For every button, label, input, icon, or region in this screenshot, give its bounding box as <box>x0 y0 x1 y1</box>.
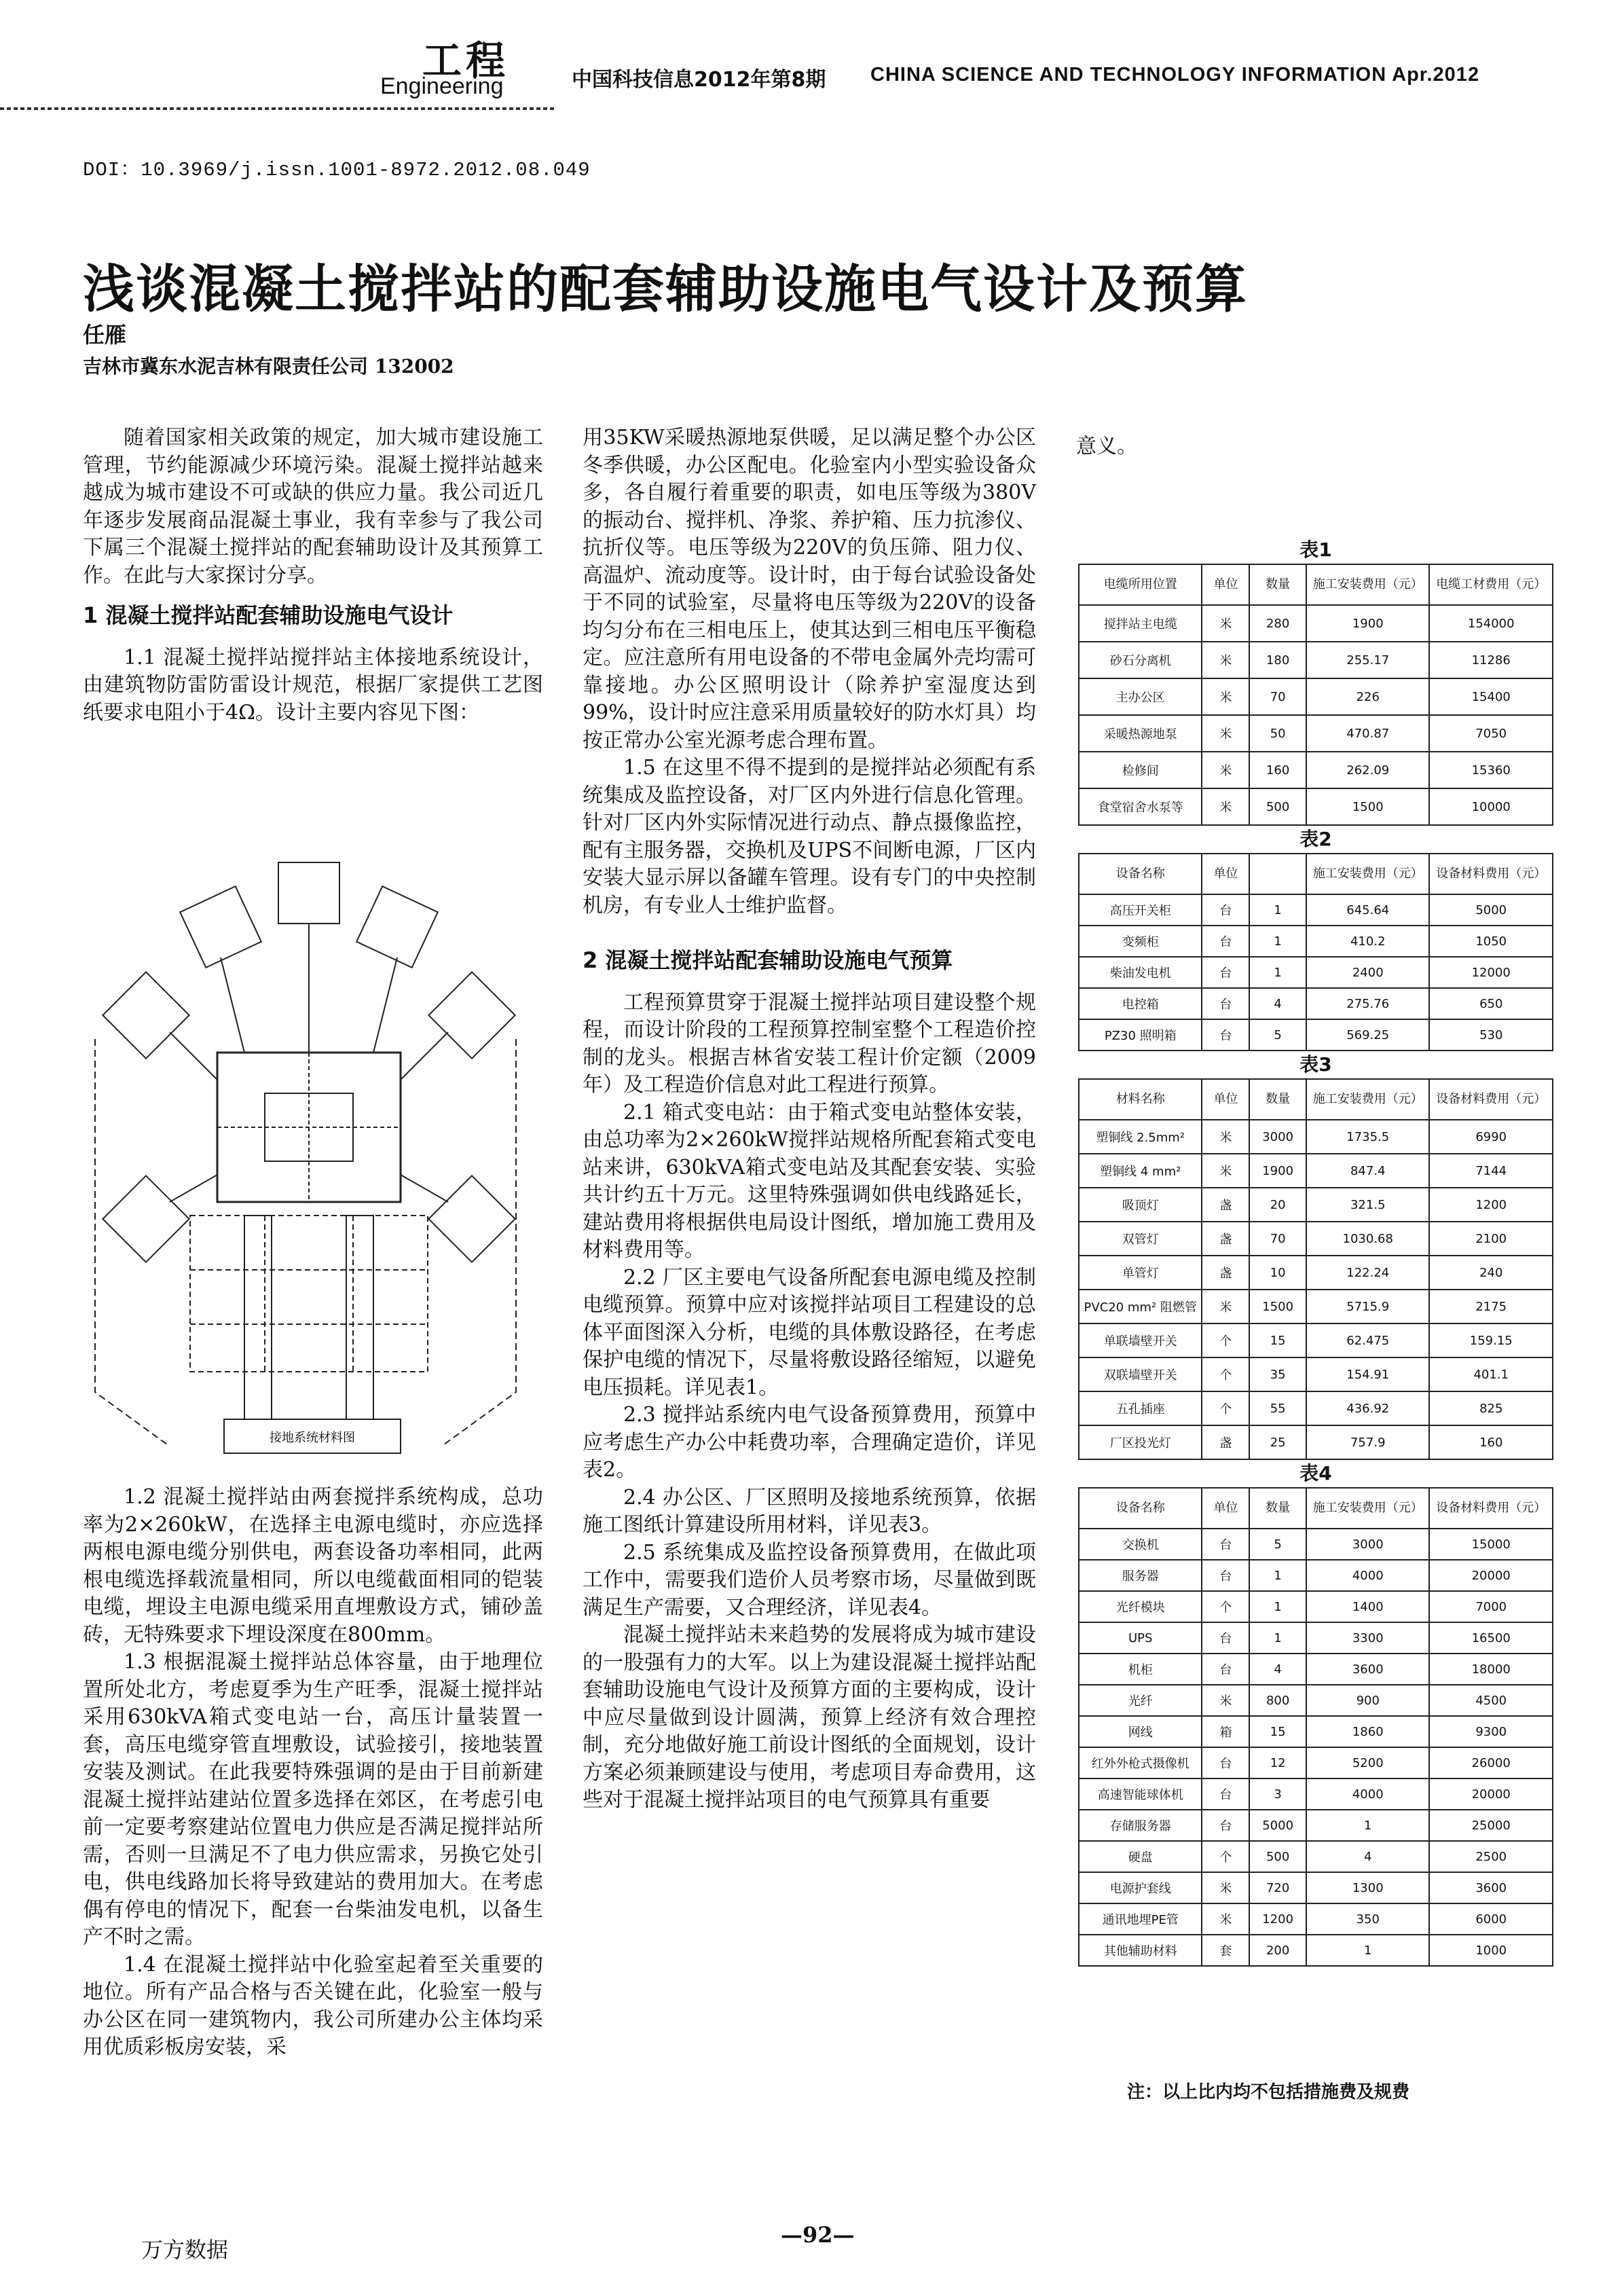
table-row <box>1079 1935 1553 1966</box>
table-cell: 服务器 <box>1079 1560 1202 1591</box>
table-cell: 单管灯 <box>1079 1256 1202 1290</box>
table-row <box>1079 1154 1553 1188</box>
table-cell: 台 <box>1202 894 1249 926</box>
table-cell: 160 <box>1249 752 1306 788</box>
table-cell: 159.15 <box>1429 1324 1553 1357</box>
table-cell: 1 <box>1249 926 1306 957</box>
table-cell: 1860 <box>1306 1716 1429 1747</box>
table-cell: 4000 <box>1306 1778 1429 1810</box>
table-cell: 米 <box>1202 678 1249 715</box>
grounding-diagram-drawing <box>88 835 523 1460</box>
table-header-cell: 施工安装费用（元） <box>1306 854 1429 894</box>
table-cell: 6990 <box>1429 1120 1553 1154</box>
table-row <box>1079 1622 1553 1654</box>
table-cell: 1300 <box>1306 1872 1429 1903</box>
table-cell: 3 <box>1249 1778 1306 1810</box>
table-row <box>1079 988 1553 1019</box>
table-cell: 500 <box>1249 1841 1306 1872</box>
table-row <box>1079 1716 1553 1747</box>
table-header-cell: 施工安装费用（元） <box>1306 1488 1429 1529</box>
table-cell: 米 <box>1202 1154 1249 1188</box>
table-cell: 4500 <box>1429 1685 1553 1716</box>
table-cell: 7144 <box>1429 1154 1553 1188</box>
budget-table <box>1078 853 1553 1051</box>
table-cell: 262.09 <box>1306 752 1429 788</box>
table-row <box>1079 1188 1553 1222</box>
table-cell: 26000 <box>1429 1747 1553 1778</box>
table-cell: 5 <box>1249 1019 1306 1051</box>
paragraph: 2.1 箱式变电站：由于箱式变电站整体安装，由总功率为2×260kW搅拌站规格所配套箱式变电站来讲，630kVA箱式变电站及其配套安装、实验共计约五十万元。这里特殊强调如供电线路延长，建站费用将根据供电局设计图纸，增加施工费用及材料费用等。 <box>583 1100 1036 1262</box>
column-1-bottom <box>83 1484 543 2062</box>
table-cell: 720 <box>1249 1872 1306 1903</box>
table-cell: PZ30 照明箱 <box>1079 1019 1202 1051</box>
paragraph: 1.4 在混凝土搅拌站中化验室起着至关重要的地位。所有产品合格与否关键在此，化验室一般与办公区在同一建筑物内，我公司所建办公主体均采用优质彩板房安装，采 <box>83 1952 543 2059</box>
table-header-cell: 设备材料费用（元） <box>1429 1488 1553 1529</box>
table-row <box>1079 1391 1553 1425</box>
journal-name: 中国科技信息2012年第8期 <box>572 68 826 92</box>
table-cell: 18000 <box>1429 1654 1553 1685</box>
table-cell: 321.5 <box>1306 1188 1429 1222</box>
table-cell: 硬盘 <box>1079 1841 1202 1872</box>
table-header-cell: 数量 <box>1249 1079 1306 1120</box>
table-cell: 3600 <box>1306 1654 1429 1685</box>
table-row <box>1079 605 1553 642</box>
table-row <box>1079 957 1553 988</box>
table-cell: 70 <box>1249 678 1306 715</box>
journal-name-en: CHINA SCIENCE AND TECHNOLOGY INFORMATION Apr.2012 <box>870 64 1480 86</box>
table-row <box>1079 1222 1553 1256</box>
budget-table <box>1078 1078 1553 1460</box>
table-cell: 1030.68 <box>1306 1222 1429 1256</box>
table-cell: 12 <box>1249 1747 1306 1778</box>
table-cell: 通讯地埋PE管 <box>1079 1903 1202 1935</box>
column-3 <box>1076 433 1253 461</box>
table-cell: 米 <box>1202 605 1249 642</box>
table-row <box>1079 678 1553 715</box>
table-cell: 500 <box>1249 788 1306 825</box>
table-cell: 5715.9 <box>1306 1290 1429 1324</box>
table-cell: 25 <box>1249 1425 1306 1459</box>
table-header-cell: 设备材料费用（元） <box>1429 1079 1553 1120</box>
table-header-cell <box>1249 854 1306 894</box>
table-cell: 255.17 <box>1306 642 1429 678</box>
table-cell: 台 <box>1202 1810 1249 1841</box>
table-row <box>1079 1872 1553 1903</box>
table-cell: 台 <box>1202 1747 1249 1778</box>
table-cell: 280 <box>1249 605 1306 642</box>
paragraph: 2.2 厂区主要电气设备所配套电源电缆及控制电缆预算。预算中应对该搅拌站项目工程建设的总体平面图深入分析，电缆的具体敷设路径，在考虑保护电缆的情况下，尽量将敷设路径缩短，以避免电压损耗。详见表1。 <box>583 1265 1036 1400</box>
table-cell: 红外外枪式摄像机 <box>1079 1747 1202 1778</box>
grounding-diagram <box>88 835 523 1460</box>
table-row <box>1079 1256 1553 1290</box>
table-cell: 台 <box>1202 1529 1249 1560</box>
paragraph: 随着国家相关政策的规定，加大城市建设施工管理，节约能源减少环境污染。混凝土搅拌站越来越成为城市建设不可或缺的供应力量。我公司近几年逐步发展商品混凝土事业，我有幸参与了我公司下属三个混凝土搅拌站的配套辅助设计及其预算工作。在此与大家探讨分享。 <box>83 426 543 587</box>
table-cell: 台 <box>1202 957 1249 988</box>
table-row <box>1079 752 1553 788</box>
table-cell: PVC20 mm² 阻燃管 <box>1079 1290 1202 1324</box>
table-cell: 62.475 <box>1306 1324 1429 1357</box>
table-row <box>1079 1810 1553 1841</box>
table-row <box>1079 1747 1553 1778</box>
table-caption: 表4 <box>1299 1462 1332 1484</box>
table-cell: 1 <box>1306 1810 1429 1841</box>
table-caption: 表3 <box>1299 1053 1332 1076</box>
table-cell: 5000 <box>1429 894 1553 926</box>
table-cell: 米 <box>1202 1290 1249 1324</box>
table-cell: 米 <box>1202 642 1249 678</box>
table-cell: 其他辅助材料 <box>1079 1935 1202 1966</box>
table-cell: 4000 <box>1306 1560 1429 1591</box>
table-cell: 2400 <box>1306 957 1429 988</box>
table-cell: 122.24 <box>1306 1256 1429 1290</box>
table-header-cell: 单位 <box>1202 854 1249 894</box>
table-cell: 15000 <box>1429 1529 1553 1560</box>
paragraph: 工程预算贯穿于混凝土搅拌站项目建设整个规程，而设计阶段的工程预算控制室整个工程造价控制的龙头。根据吉林省安装工程计价定额（2009年）及工程造价信息对此工程进行预算。 <box>583 990 1036 1097</box>
table-cell: 盏 <box>1202 1256 1249 1290</box>
table-cell: 3000 <box>1306 1529 1429 1560</box>
table-cell: 个 <box>1202 1841 1249 1872</box>
table-cell: 交换机 <box>1079 1529 1202 1560</box>
table-note: 注：以上比内均不包括措施费及规费 <box>1127 2082 1410 2102</box>
table-cell: 154000 <box>1429 605 1553 642</box>
table-cell: 双联墙壁开关 <box>1079 1357 1202 1391</box>
budget-tables <box>1078 536 1553 1967</box>
table-header-cell: 设备名称 <box>1079 1488 1202 1529</box>
table-cell: 55 <box>1249 1391 1306 1425</box>
table-cell: 台 <box>1202 1654 1249 1685</box>
paragraph: 1.2 混凝土搅拌站由两套搅拌系统构成，总功率为2×260kW，在选择主电源电缆时，亦应选择两根电源电缆分别供电，两套设备功率相同，此两根电缆选择载流量相同，所以电缆截面相同的铠装电缆，埋设主电源电缆采用直埋敷设方式，铺砂盖砖，无特殊要求下埋设深度在800mm。 <box>83 1485 543 1647</box>
table-cell: 五孔插座 <box>1079 1391 1202 1425</box>
table-cell: 1 <box>1249 957 1306 988</box>
table-cell: 柴油发电机 <box>1079 957 1202 988</box>
table-row <box>1079 1019 1553 1051</box>
table-header-cell: 施工安装费用（元） <box>1306 564 1429 605</box>
doi: DOI：10.3969/j.issn.1001-8972.2012.08.049 <box>83 159 591 181</box>
table-row <box>1079 1324 1553 1357</box>
table-cell: 2175 <box>1429 1290 1553 1324</box>
paragraph: 2.4 办公区、厂区照明及接地系统预算，依据施工图纸计算建设所用材料，详见表3。 <box>583 1485 1036 1537</box>
paragraph: 2.3 搅拌站系统内电气设备预算费用，预算中应考虑生产办公中耗费功率，合理确定造价，详见表2。 <box>583 1403 1036 1482</box>
table-header-cell: 单位 <box>1202 1079 1249 1120</box>
table-cell: 检修间 <box>1079 752 1202 788</box>
article-title: 浅谈混凝土搅拌站的配套辅助设施电气设计及预算 <box>83 259 1248 319</box>
table-row <box>1079 1685 1553 1716</box>
table-cell: 530 <box>1429 1019 1553 1051</box>
table-cell: 台 <box>1202 988 1249 1019</box>
table-header-row <box>1079 854 1553 894</box>
budget-table <box>1078 564 1553 826</box>
table-cell: 箱 <box>1202 1716 1249 1747</box>
table-cell: 9300 <box>1429 1716 1553 1747</box>
table-cell: 2500 <box>1429 1841 1553 1872</box>
table-row <box>1079 1654 1553 1685</box>
table-cell: 台 <box>1202 1778 1249 1810</box>
table-cell: 1000 <box>1429 1935 1553 1966</box>
table-row <box>1079 1841 1553 1872</box>
section-subtitle: Engineering <box>380 73 504 99</box>
table-cell: 采暖热源地泵 <box>1079 715 1202 752</box>
table-cell: 光纤模块 <box>1079 1591 1202 1622</box>
table-row <box>1079 642 1553 678</box>
table-cell: 个 <box>1202 1391 1249 1425</box>
table-header-row <box>1079 564 1553 605</box>
table-cell: 1400 <box>1306 1591 1429 1622</box>
table-cell: 单联墙壁开关 <box>1079 1324 1202 1357</box>
table-cell: 1 <box>1249 894 1306 926</box>
table-cell: 3600 <box>1429 1872 1553 1903</box>
table-cell: 757.9 <box>1306 1425 1429 1459</box>
budget-table <box>1078 1487 1553 1967</box>
table-cell: 1050 <box>1429 926 1553 957</box>
table-cell: 154.91 <box>1306 1357 1429 1391</box>
table-cell: 电源护套线 <box>1079 1872 1202 1903</box>
table-cell: 1900 <box>1249 1154 1306 1188</box>
table-cell: 15 <box>1249 1324 1306 1357</box>
table-cell: 200 <box>1249 1935 1306 1966</box>
table-cell: 15360 <box>1429 752 1553 788</box>
table-cell: 高压开关柜 <box>1079 894 1202 926</box>
table-cell: 1 <box>1249 1591 1306 1622</box>
table-cell: 套 <box>1202 1935 1249 1966</box>
table-cell: 800 <box>1249 1685 1306 1716</box>
table-cell: 900 <box>1306 1685 1429 1716</box>
table-cell: 645.64 <box>1306 894 1429 926</box>
table-row <box>1079 1357 1553 1391</box>
table-caption: 表1 <box>1299 539 1332 561</box>
table-cell: 569.25 <box>1306 1019 1429 1051</box>
table-row <box>1079 1560 1553 1591</box>
table-cell: 825 <box>1429 1391 1553 1425</box>
table-cell: 米 <box>1202 788 1249 825</box>
table-header-cell: 数量 <box>1249 1488 1306 1529</box>
table-cell: 个 <box>1202 1357 1249 1391</box>
table-cell: 个 <box>1202 1324 1249 1357</box>
column-2 <box>583 424 1036 1814</box>
table-cell: 1 <box>1306 1935 1429 1966</box>
table-cell: 5000 <box>1249 1810 1306 1841</box>
table-cell: 10000 <box>1429 788 1553 825</box>
table-cell: 4 <box>1249 988 1306 1019</box>
table-row <box>1079 1529 1553 1560</box>
table-cell: 20000 <box>1429 1560 1553 1591</box>
table-cell: 20 <box>1249 1188 1306 1222</box>
table-cell: 180 <box>1249 642 1306 678</box>
table-cell: 盏 <box>1202 1188 1249 1222</box>
table-cell: UPS <box>1079 1622 1202 1654</box>
table-row <box>1079 715 1553 752</box>
paragraph: 1.3 根据混凝土搅拌站总体容量，由于地理位置所处北方，考虑夏季为生产旺季，混凝土搅拌站采用630kVA箱式变电站一台，高压计量装置一套，高压电缆穿管直埋敷设，试验接引，接地装置安装及测试。在此我要特殊强调的是由于目前新建混凝土搅拌站建站位置多选择在郊区，在考虑引电前一定要考察建站位置电力供应是否满足搅拌站所需，否则一旦满足不了电力供应需求，另换它处引电，供电线路加长将导致建站的费用加大。在考虑偶有停电的情况下，配套一台柴油发电机，以备生产不时之需。 <box>83 1650 543 1949</box>
column-1-top <box>83 424 543 727</box>
table-header-row <box>1079 1079 1553 1120</box>
table-cell: 10 <box>1249 1256 1306 1290</box>
table-header-cell: 单位 <box>1202 1488 1249 1529</box>
paragraph: 意义。 <box>1076 435 1137 458</box>
table-cell: 3000 <box>1249 1120 1306 1154</box>
table-cell: 70 <box>1249 1222 1306 1256</box>
page-number: —92— <box>781 2222 855 2248</box>
paragraph: 1.5 在这里不得不提到的是搅拌站必须配有系统集成及监控设备，对厂区内外进行信息化管理。针对厂区内外实际情况进行动点、静点摄像监控，配有主服务器，交换机及UPS不间断电源，厂区内安装大显示屏以备罐车管理。设有专门的中央控制机房，有专业人士维护监督。 <box>583 756 1036 917</box>
table-cell: 主办公区 <box>1079 678 1202 715</box>
table-header-cell: 单位 <box>1202 564 1249 605</box>
table-cell: 436.92 <box>1306 1391 1429 1425</box>
table-header-cell: 施工安装费用（元） <box>1306 1079 1429 1120</box>
table-cell: 275.76 <box>1306 988 1429 1019</box>
table-cell: 350 <box>1306 1903 1429 1935</box>
author: 任雁 <box>83 322 127 348</box>
table-row <box>1079 1903 1553 1935</box>
table-cell: 7050 <box>1429 715 1553 752</box>
table-cell: 847.4 <box>1306 1154 1429 1188</box>
table-cell: 米 <box>1202 752 1249 788</box>
table-cell: 米 <box>1202 1903 1249 1935</box>
table-cell: 2100 <box>1429 1222 1553 1256</box>
table-cell: 6000 <box>1429 1903 1553 1935</box>
table-cell: 台 <box>1202 1019 1249 1051</box>
table-cell: 50 <box>1249 715 1306 752</box>
table-row <box>1079 1290 1553 1324</box>
affiliation: 吉林市冀东水泥吉林有限责任公司 132002 <box>83 355 454 378</box>
watermark-text: 万方数据 <box>141 2238 229 2262</box>
table-cell: 470.87 <box>1306 715 1429 752</box>
table-row <box>1079 926 1553 957</box>
table-cell: 20000 <box>1429 1778 1553 1810</box>
table-cell: 双管灯 <box>1079 1222 1202 1256</box>
table-cell: 4 <box>1306 1841 1429 1872</box>
table-cell: 5 <box>1249 1529 1306 1560</box>
table-cell: 1 <box>1249 1622 1306 1654</box>
paragraph: 1.1 混凝土搅拌站搅拌站主体接地系统设计，由建筑物防雷防雷设计规范，根据厂家提供工艺图纸要求电阻小于4Ω。设计主要内容见下图： <box>83 645 543 725</box>
table-header-cell: 数量 <box>1249 564 1306 605</box>
table-cell: 16500 <box>1429 1622 1553 1654</box>
table-cell: 米 <box>1202 715 1249 752</box>
table-cell: 4 <box>1249 1654 1306 1685</box>
table-cell: 台 <box>1202 1622 1249 1654</box>
table-cell: 盏 <box>1202 1222 1249 1256</box>
paragraph: 用35KW采暖热源地泵供暖，足以满足整个办公区冬季供暖，办公区配电。化验室内小型实验设备众多，各自履行着重要的职责，如电压等级为380V的振动台、搅拌机、净浆、养护箱、压力抗渗仪、抗折仪等。电压等级为220V的负压筛、阻力仪、高温炉、流动度等。设计时，由于每台试验设备处于不同的试验室，尽量将电压等级为220V的设备均匀分布在三相电压上，使其达到三相电压平衡稳定。应注意所有用电设备的不带电金属外壳均需可靠接地。办公区照明设计（除养护室湿度达到99%，设计时应注意采用质量较好的防水灯具）均按正常办公室光源考虑合理布置。 <box>583 426 1036 752</box>
table-header-cell: 电缆所用位置 <box>1079 564 1202 605</box>
table-caption: 表2 <box>1299 828 1332 850</box>
table-cell: 160 <box>1429 1425 1553 1459</box>
table-header-cell: 设备材料费用（元） <box>1429 854 1553 894</box>
table-cell: 1200 <box>1249 1903 1306 1935</box>
table-cell: 25000 <box>1429 1810 1553 1841</box>
table-cell: 5200 <box>1306 1747 1429 1778</box>
header-rule <box>0 107 557 110</box>
table-cell: 变频柜 <box>1079 926 1202 957</box>
table-cell: 食堂宿舍水泵等 <box>1079 788 1202 825</box>
table-row <box>1079 1778 1553 1810</box>
table-cell: 机柜 <box>1079 1654 1202 1685</box>
section-heading: 2 混凝土搅拌站配套辅助设施电气预算 <box>583 947 953 973</box>
paragraph: 2.5 系统集成及监控设备预算费用，在做此项工作中，需要我们造价人员考察市场，尽量做到既满足生产需要，又合理经济，详见表4。 <box>583 1540 1036 1620</box>
table-cell: 410.2 <box>1306 926 1429 957</box>
table-header-row <box>1079 1488 1553 1529</box>
section-title: 工程 <box>422 37 510 84</box>
table-cell: 12000 <box>1429 957 1553 988</box>
table-cell: 1500 <box>1249 1290 1306 1324</box>
table-cell: 226 <box>1306 678 1429 715</box>
table-cell: 盏 <box>1202 1425 1249 1459</box>
table-cell: 电控箱 <box>1079 988 1202 1019</box>
table-row <box>1079 894 1553 926</box>
paragraph: 混凝土搅拌站未来趋势的发展将成为城市建设的一股强有力的大军。以上为建设混凝土搅拌站配套辅助设施电气设计及预算方面的主要构成，设计中应尽量做到设计圆满，预算上经济有效合理控制，充分地做好施工前设计图纸的全面规划，设计方案必须兼顾建设与使用，考虑项目寿命费用，这些对于混凝土搅拌站项目的电气预算具有重要 <box>583 1623 1036 1812</box>
table-cell: 650 <box>1429 988 1553 1019</box>
table-cell: 3300 <box>1306 1622 1429 1654</box>
section-heading: 1 混凝土搅拌站配套辅助设施电气设计 <box>83 602 454 628</box>
table-cell: 1735.5 <box>1306 1120 1429 1154</box>
table-cell: 台 <box>1202 1560 1249 1591</box>
table-cell: 塑铜线 4 mm² <box>1079 1154 1202 1188</box>
figure-caption: 接地系统材料图 <box>270 1431 355 1445</box>
table-row <box>1079 1425 1553 1459</box>
table-header-cell: 电缆工材费用（元） <box>1429 564 1553 605</box>
table-cell: 35 <box>1249 1357 1306 1391</box>
table-cell: 米 <box>1202 1685 1249 1716</box>
table-cell: 1500 <box>1306 788 1429 825</box>
table-header-cell: 材料名称 <box>1079 1079 1202 1120</box>
table-row <box>1079 788 1553 825</box>
table-header-cell: 设备名称 <box>1079 854 1202 894</box>
table-cell: 米 <box>1202 1120 1249 1154</box>
table-row <box>1079 1120 1553 1154</box>
table-cell: 台 <box>1202 926 1249 957</box>
table-cell: 米 <box>1202 1872 1249 1903</box>
table-cell: 砂石分离机 <box>1079 642 1202 678</box>
table-cell: 7000 <box>1429 1591 1553 1622</box>
table-cell: 个 <box>1202 1591 1249 1622</box>
table-cell: 15400 <box>1429 678 1553 715</box>
table-cell: 11286 <box>1429 642 1553 678</box>
table-cell: 吸顶灯 <box>1079 1188 1202 1222</box>
table-cell: 存储服务器 <box>1079 1810 1202 1841</box>
table-cell: 15 <box>1249 1716 1306 1747</box>
table-cell: 240 <box>1429 1256 1553 1290</box>
table-cell: 1900 <box>1306 605 1429 642</box>
table-row <box>1079 1591 1553 1622</box>
table-cell: 1200 <box>1429 1188 1553 1222</box>
table-cell: 塑铜线 2.5mm² <box>1079 1120 1202 1154</box>
table-cell: 401.1 <box>1429 1357 1553 1391</box>
table-cell: 1 <box>1249 1560 1306 1591</box>
table-cell: 厂区投光灯 <box>1079 1425 1202 1459</box>
table-cell: 光纤 <box>1079 1685 1202 1716</box>
table-cell: 网线 <box>1079 1716 1202 1747</box>
table-cell: 搅拌站主电缆 <box>1079 605 1202 642</box>
table-cell: 高速智能球体机 <box>1079 1778 1202 1810</box>
